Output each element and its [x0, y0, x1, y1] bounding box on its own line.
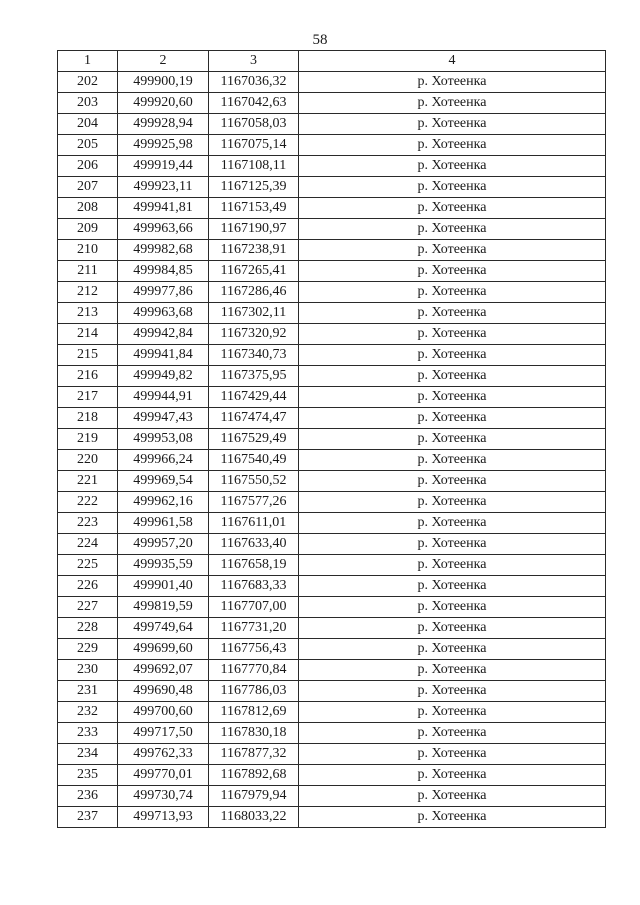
- y-coordinate-cell: 1167892,68: [209, 765, 299, 786]
- y-coordinate-cell: 1167540,49: [209, 450, 299, 471]
- y-coordinate-cell: 1167108,11: [209, 156, 299, 177]
- x-coordinate-cell: 499947,43: [118, 408, 209, 429]
- description-cell: р. Хотеенка: [299, 702, 606, 723]
- y-coordinate-cell: 1167979,94: [209, 786, 299, 807]
- y-coordinate-cell: 1167238,91: [209, 240, 299, 261]
- y-coordinate-cell: 1167375,95: [209, 366, 299, 387]
- column-header: 4: [299, 51, 606, 72]
- y-coordinate-cell: 1167756,43: [209, 639, 299, 660]
- point-number-cell: 237: [58, 807, 118, 828]
- table-row: [58, 471, 606, 492]
- point-number-cell: 220: [58, 450, 118, 471]
- y-coordinate-cell: 1167529,49: [209, 429, 299, 450]
- point-number-cell: 230: [58, 660, 118, 681]
- y-coordinate-cell: 1167265,41: [209, 261, 299, 282]
- x-coordinate-cell: 499982,68: [118, 240, 209, 261]
- x-coordinate-cell: 499920,60: [118, 93, 209, 114]
- table-row: [58, 723, 606, 744]
- table-row: [58, 702, 606, 723]
- description-cell: р. Хотеенка: [299, 471, 606, 492]
- point-number-cell: 218: [58, 408, 118, 429]
- y-coordinate-cell: 1167302,11: [209, 303, 299, 324]
- y-coordinate-cell: 1168033,22: [209, 807, 299, 828]
- x-coordinate-cell: 499961,58: [118, 513, 209, 534]
- x-coordinate-cell: 499935,59: [118, 555, 209, 576]
- point-number-cell: 203: [58, 93, 118, 114]
- description-cell: р. Хотеенка: [299, 450, 606, 471]
- coordinates-table: [57, 50, 606, 828]
- x-coordinate-cell: 499730,74: [118, 786, 209, 807]
- point-number-cell: 208: [58, 198, 118, 219]
- point-number-cell: 206: [58, 156, 118, 177]
- y-coordinate-cell: 1167474,47: [209, 408, 299, 429]
- description-cell: р. Хотеенка: [299, 135, 606, 156]
- y-coordinate-cell: 1167075,14: [209, 135, 299, 156]
- x-coordinate-cell: 499699,60: [118, 639, 209, 660]
- y-coordinate-cell: 1167812,69: [209, 702, 299, 723]
- point-number-cell: 215: [58, 345, 118, 366]
- table-row: [58, 807, 606, 828]
- y-coordinate-cell: 1167658,19: [209, 555, 299, 576]
- point-number-cell: 213: [58, 303, 118, 324]
- x-coordinate-cell: 499692,07: [118, 660, 209, 681]
- x-coordinate-cell: 499901,40: [118, 576, 209, 597]
- point-number-cell: 236: [58, 786, 118, 807]
- description-cell: р. Хотеенка: [299, 177, 606, 198]
- table-header-row: [58, 51, 606, 72]
- table-row: [58, 219, 606, 240]
- y-coordinate-cell: 1167125,39: [209, 177, 299, 198]
- x-coordinate-cell: 499984,85: [118, 261, 209, 282]
- description-cell: р. Хотеенка: [299, 366, 606, 387]
- x-coordinate-cell: 499942,84: [118, 324, 209, 345]
- table-row: [58, 744, 606, 765]
- description-cell: р. Хотеенка: [299, 282, 606, 303]
- x-coordinate-cell: 499819,59: [118, 597, 209, 618]
- description-cell: р. Хотеенка: [299, 807, 606, 828]
- y-coordinate-cell: 1167153,49: [209, 198, 299, 219]
- point-number-cell: 202: [58, 72, 118, 93]
- point-number-cell: 221: [58, 471, 118, 492]
- point-number-cell: 232: [58, 702, 118, 723]
- y-coordinate-cell: 1167877,32: [209, 744, 299, 765]
- x-coordinate-cell: 499969,54: [118, 471, 209, 492]
- table-row: [58, 387, 606, 408]
- column-header: 3: [209, 51, 299, 72]
- table-body: [58, 72, 606, 828]
- point-number-cell: 233: [58, 723, 118, 744]
- description-cell: р. Хотеенка: [299, 114, 606, 135]
- table-row: [58, 282, 606, 303]
- description-cell: р. Хотеенка: [299, 219, 606, 240]
- y-coordinate-cell: 1167286,46: [209, 282, 299, 303]
- point-number-cell: 229: [58, 639, 118, 660]
- y-coordinate-cell: 1167550,52: [209, 471, 299, 492]
- x-coordinate-cell: 499966,24: [118, 450, 209, 471]
- x-coordinate-cell: 499941,81: [118, 198, 209, 219]
- y-coordinate-cell: 1167190,97: [209, 219, 299, 240]
- description-cell: р. Хотеенка: [299, 576, 606, 597]
- point-number-cell: 227: [58, 597, 118, 618]
- table-row: [58, 597, 606, 618]
- y-coordinate-cell: 1167830,18: [209, 723, 299, 744]
- x-coordinate-cell: 499963,68: [118, 303, 209, 324]
- description-cell: р. Хотеенка: [299, 597, 606, 618]
- point-number-cell: 231: [58, 681, 118, 702]
- y-coordinate-cell: 1167683,33: [209, 576, 299, 597]
- y-coordinate-cell: 1167707,00: [209, 597, 299, 618]
- y-coordinate-cell: 1167058,03: [209, 114, 299, 135]
- table-row: [58, 492, 606, 513]
- table-row: [58, 72, 606, 93]
- description-cell: р. Хотеенка: [299, 534, 606, 555]
- description-cell: р. Хотеенка: [299, 555, 606, 576]
- table-row: [58, 240, 606, 261]
- x-coordinate-cell: 499925,98: [118, 135, 209, 156]
- table-row: [58, 639, 606, 660]
- table-row: [58, 135, 606, 156]
- table-row: [58, 786, 606, 807]
- description-cell: р. Хотеенка: [299, 72, 606, 93]
- point-number-cell: 226: [58, 576, 118, 597]
- table-row: [58, 765, 606, 786]
- point-number-cell: 209: [58, 219, 118, 240]
- y-coordinate-cell: 1167611,01: [209, 513, 299, 534]
- x-coordinate-cell: 499944,91: [118, 387, 209, 408]
- y-coordinate-cell: 1167320,92: [209, 324, 299, 345]
- x-coordinate-cell: 499717,50: [118, 723, 209, 744]
- y-coordinate-cell: 1167036,32: [209, 72, 299, 93]
- x-coordinate-cell: 499690,48: [118, 681, 209, 702]
- point-number-cell: 234: [58, 744, 118, 765]
- description-cell: р. Хотеенка: [299, 303, 606, 324]
- description-cell: р. Хотеенка: [299, 618, 606, 639]
- table-row: [58, 534, 606, 555]
- x-coordinate-cell: 499749,64: [118, 618, 209, 639]
- point-number-cell: 214: [58, 324, 118, 345]
- y-coordinate-cell: 1167429,44: [209, 387, 299, 408]
- point-number-cell: 212: [58, 282, 118, 303]
- description-cell: р. Хотеенка: [299, 261, 606, 282]
- description-cell: р. Хотеенка: [299, 492, 606, 513]
- point-number-cell: 228: [58, 618, 118, 639]
- x-coordinate-cell: 499923,11: [118, 177, 209, 198]
- table-row: [58, 93, 606, 114]
- table-row: [58, 429, 606, 450]
- table-row: [58, 576, 606, 597]
- point-number-cell: 224: [58, 534, 118, 555]
- x-coordinate-cell: 499928,94: [118, 114, 209, 135]
- description-cell: р. Хотеенка: [299, 93, 606, 114]
- description-cell: р. Хотеенка: [299, 786, 606, 807]
- x-coordinate-cell: 499700,60: [118, 702, 209, 723]
- description-cell: р. Хотеенка: [299, 660, 606, 681]
- y-coordinate-cell: 1167340,73: [209, 345, 299, 366]
- description-cell: р. Хотеенка: [299, 408, 606, 429]
- x-coordinate-cell: 499977,86: [118, 282, 209, 303]
- table-row: [58, 114, 606, 135]
- table-row: [58, 177, 606, 198]
- description-cell: р. Хотеенка: [299, 744, 606, 765]
- table-row: [58, 555, 606, 576]
- y-coordinate-cell: 1167731,20: [209, 618, 299, 639]
- table-row: [58, 303, 606, 324]
- description-cell: р. Хотеенка: [299, 324, 606, 345]
- point-number-cell: 216: [58, 366, 118, 387]
- x-coordinate-cell: 499770,01: [118, 765, 209, 786]
- table-row: [58, 366, 606, 387]
- x-coordinate-cell: 499962,16: [118, 492, 209, 513]
- description-cell: р. Хотеенка: [299, 765, 606, 786]
- point-number-cell: 219: [58, 429, 118, 450]
- y-coordinate-cell: 1167770,84: [209, 660, 299, 681]
- point-number-cell: 211: [58, 261, 118, 282]
- description-cell: р. Хотеенка: [299, 240, 606, 261]
- description-cell: р. Хотеенка: [299, 387, 606, 408]
- point-number-cell: 222: [58, 492, 118, 513]
- point-number-cell: 223: [58, 513, 118, 534]
- x-coordinate-cell: 499919,44: [118, 156, 209, 177]
- table-row: [58, 681, 606, 702]
- description-cell: р. Хотеенка: [299, 639, 606, 660]
- table-row: [58, 618, 606, 639]
- y-coordinate-cell: 1167042,63: [209, 93, 299, 114]
- y-coordinate-cell: 1167577,26: [209, 492, 299, 513]
- description-cell: р. Хотеенка: [299, 429, 606, 450]
- y-coordinate-cell: 1167786,03: [209, 681, 299, 702]
- table-row: [58, 450, 606, 471]
- x-coordinate-cell: 499949,82: [118, 366, 209, 387]
- table-row: [58, 156, 606, 177]
- x-coordinate-cell: 499713,93: [118, 807, 209, 828]
- x-coordinate-cell: 499762,33: [118, 744, 209, 765]
- table-row: [58, 198, 606, 219]
- x-coordinate-cell: 499941,84: [118, 345, 209, 366]
- table-row: [58, 513, 606, 534]
- point-number-cell: 204: [58, 114, 118, 135]
- x-coordinate-cell: 499953,08: [118, 429, 209, 450]
- point-number-cell: 207: [58, 177, 118, 198]
- point-number-cell: 225: [58, 555, 118, 576]
- x-coordinate-cell: 499957,20: [118, 534, 209, 555]
- y-coordinate-cell: 1167633,40: [209, 534, 299, 555]
- point-number-cell: 217: [58, 387, 118, 408]
- column-header: 1: [58, 51, 118, 72]
- description-cell: р. Хотеенка: [299, 198, 606, 219]
- x-coordinate-cell: 499900,19: [118, 72, 209, 93]
- page-number: 58: [312, 32, 328, 48]
- description-cell: р. Хотеенка: [299, 345, 606, 366]
- description-cell: р. Хотеенка: [299, 681, 606, 702]
- point-number-cell: 235: [58, 765, 118, 786]
- table-row: [58, 261, 606, 282]
- x-coordinate-cell: 499963,66: [118, 219, 209, 240]
- table-row: [58, 345, 606, 366]
- point-number-cell: 210: [58, 240, 118, 261]
- point-number-cell: 205: [58, 135, 118, 156]
- description-cell: р. Хотеенка: [299, 156, 606, 177]
- column-header: 2: [118, 51, 209, 72]
- table-row: [58, 324, 606, 345]
- table-row: [58, 408, 606, 429]
- description-cell: р. Хотеенка: [299, 723, 606, 744]
- description-cell: р. Хотеенка: [299, 513, 606, 534]
- table-row: [58, 660, 606, 681]
